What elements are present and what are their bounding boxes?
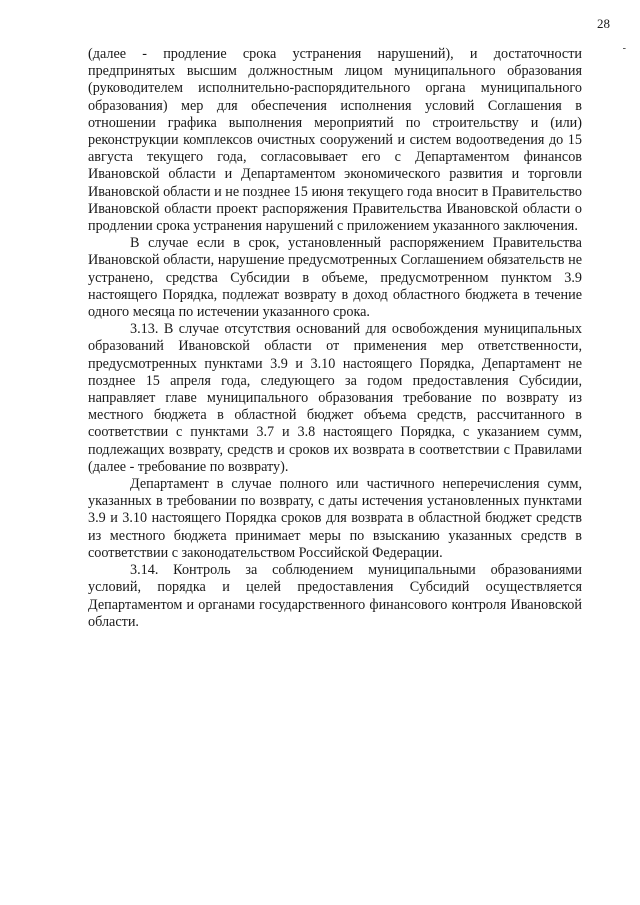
- paragraph-continuation: (далее - продление срока устранения нарушений), и достаточности предпринятых высшим должностным лицом муниципального образования (руководителем исполнительно-распорядительного органа муниципального образования) мер для обеспечения исполнения условий Соглашения в отношении графика выполнения мероприятий по строительству и (или) реконструкции комплексов очистных сооружений и систем водоотведения до 15 августа текущего года, согласовывает его с Департаментом финансов Ивановской области и Департаментом экономического развития и торговли Ивановской области и не позднее 15 июня текущего года вносит в Правительство Ивановской области проект распоряжения Правительства Ивановской области о продлении срока устранения нарушений с приложением указанного заключения.: [88, 46, 582, 235]
- paragraph-3-13: 3.13. В случае отсутствия оснований для освобождения муниципальных образований Ивановской области от применения мер ответственности, предусмотренных пунктами 3.9 и 3.10 настоящего Порядка, Департамент не позднее 15 апреля года, следующего за годом предоставления Субсидии, направляет главе муниципального образования требование по возврату из местного бюджета в областной бюджет объема средств, рассчитанного в соответствии с пунктами 3.7 и 3.8 настоящего Порядка, с указанием сумм, подлежащих возврату, средств и сроков их возврата в соответствии с Правилами (далее - требование по возврату).: [88, 321, 582, 475]
- margin-mark: -: [622, 43, 626, 54]
- paragraph-3-14: 3.14. Контроль за соблюдением муниципальными образованиями условий, порядка и целей предоставления Субсидий осуществляется Департаментом и органами государственного финансового контроля Ивановской области.: [88, 562, 582, 630]
- paragraph-department-recovery: Департамент в случае полного или частичного неперечисления сумм, указанных в требовании по возврату, с даты истечения установленных пунктами 3.9 и 3.10 настоящего Порядка сроков для возврата в областной бюджет средств из местного бюджета принимает меры по взысканию указанных средств в соответствии с законодательством Российской Федерации.: [88, 476, 582, 561]
- page-number: 28: [597, 16, 610, 31]
- document-body: [88, 46, 582, 631]
- paragraph-deadline-violation: В случае если в срок, установленный распоряжением Правительства Ивановской области, нарушение предусмотренных Соглашением обязательств не устранено, средства Субсидии в объеме, предусмотренном пунктом 3.9 настоящего Порядка, подлежат возврату в доход областного бюджета в течение одного месяца по истечении указанного срока.: [88, 235, 582, 321]
